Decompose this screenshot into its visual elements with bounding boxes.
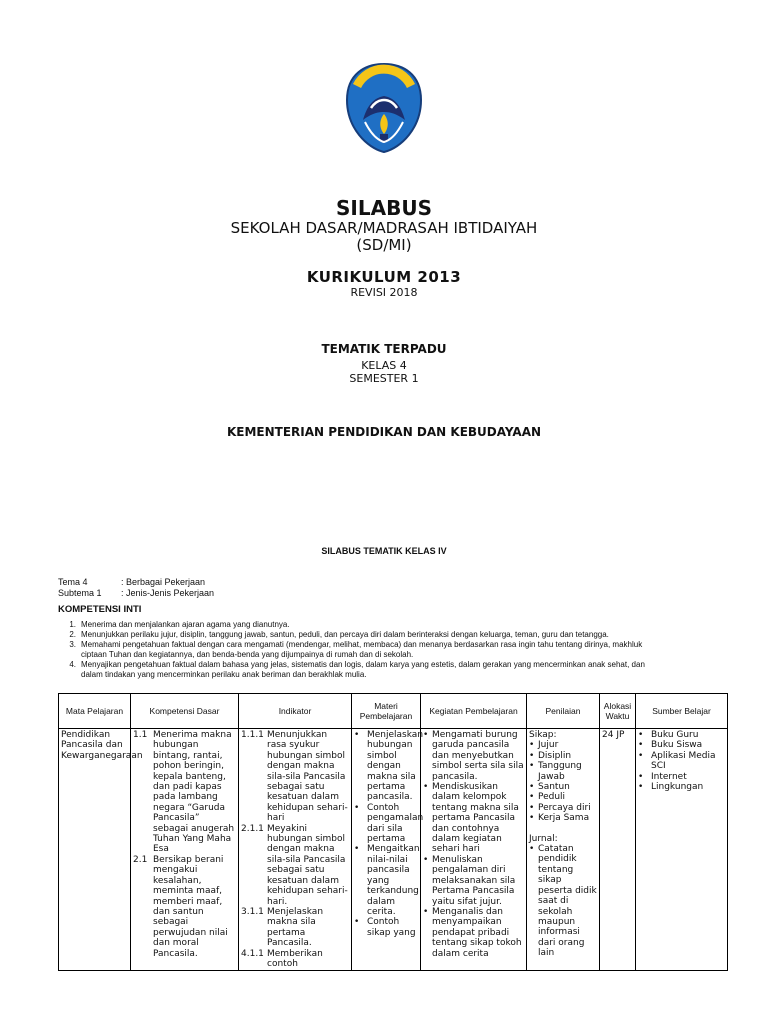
table-header-row [59, 694, 728, 729]
sikap-text: Peduli [538, 792, 566, 803]
kd-item [133, 730, 236, 855]
bullet-icon: • [638, 750, 644, 761]
bullet-icon: • [638, 730, 644, 740]
tema-label: Tema 4 [58, 577, 88, 587]
school-level-line2: (SD/MI) [356, 236, 412, 254]
list-item [638, 772, 725, 782]
bullet-icon: • [423, 906, 429, 917]
list-item [638, 730, 725, 740]
header-kd: Kompetensi Dasar [131, 694, 239, 729]
sikap-text: Kerja Sama [538, 813, 590, 824]
bullet-icon: • [529, 750, 535, 761]
bullet-icon: • [354, 802, 360, 813]
bullet-icon: • [354, 730, 360, 740]
bullet-icon: • [529, 802, 535, 813]
bullet-icon: • [354, 844, 360, 855]
indikator-number: 2.1.1 [241, 823, 264, 834]
list-item [354, 730, 424, 803]
cell-alokasi: 24 JP [600, 729, 636, 971]
bullet-icon: • [423, 782, 429, 793]
bullet-icon: • [638, 771, 644, 782]
bullet-icon: • [423, 854, 429, 865]
cell-mapel: Pendidikan Pancasila dan Kewarganegaraan [59, 729, 131, 971]
list-item [354, 802, 424, 845]
materi-text: Menjelaskan hubungan simbol dengan makna sila pertama pancasila. [367, 730, 424, 803]
item-text-cont: ciptaan Tuhan dan kegiatannya, dan benda-benda yang dijumpainya di rumah dan di sekolah. [81, 650, 414, 659]
sumber-list [638, 730, 725, 792]
list-item [58, 660, 738, 680]
list-item [423, 855, 524, 907]
list-item [529, 782, 597, 792]
sikap-text: Jujur [538, 740, 559, 751]
theme-heading: TEMATIK TERPADU [321, 342, 447, 356]
item-number: 1. [69, 620, 76, 629]
header-indikator: Indikator [239, 694, 352, 729]
kegiatan-text: Menuliskan pengalaman diri melaksanakan sila Pertama Pancasila yaitu sifat jujur. [432, 854, 516, 907]
cell-kegiatan [421, 729, 527, 971]
kegiatan-text: Menganalis dan menyampaikan pendapat pribadi tentang sikap tokoh dalam cerita [432, 906, 522, 959]
kd-number: 1.1 [133, 730, 148, 740]
cover-title: SILABUS [336, 196, 432, 220]
kegiatan-list [423, 730, 524, 959]
theme-meta [58, 577, 214, 599]
semester-label: SEMESTER 1 [349, 372, 419, 385]
item-text: Menunjukkan perilaku jujur, disiplin, tanggung jawab, santun, peduli, dan percaya diri dalam berinteraksi dengan keluarga, teman, guru dan tetangga. [81, 630, 609, 639]
list-item [58, 630, 738, 640]
indikator-item [241, 730, 349, 824]
syllabus-table [58, 693, 728, 971]
kegiatan-text: Mengamati burung garuda pancasila dan menyebutkan simbol serta sila sila pancasila. [432, 730, 524, 782]
list-item [529, 761, 597, 782]
item-number: 2. [69, 630, 76, 639]
header-penilaian: Penilaian [527, 694, 600, 729]
cell-sumber [636, 729, 728, 971]
tut-wuri-handayani-logo [343, 62, 425, 154]
jurnal-list [529, 844, 597, 958]
list-item [529, 740, 597, 750]
curriculum: KURIKULUM 2013 [306, 268, 462, 286]
list-item [58, 640, 738, 660]
sumber-text: Buku Siswa [651, 740, 703, 751]
header-sumber: Sumber Belajar [636, 694, 728, 729]
sikap-text: Santun [538, 782, 570, 793]
indikator-item [241, 907, 349, 949]
item-number: 4. [69, 660, 76, 669]
cell-indikator [239, 729, 352, 971]
list-item [423, 907, 524, 959]
materi-text: Mengaitkan nilai-nilai pancasila yang terkandung dalam cerita. [367, 844, 420, 917]
bullet-icon: • [638, 740, 644, 751]
class-semester [0, 359, 768, 385]
indikator-text: Menjelaskan makna sila pertama Pancasila. [267, 906, 324, 949]
list-item [529, 792, 597, 802]
list-item [58, 620, 738, 630]
kd-text: Bersikap berani mengakui kesalahan, meminta maaf, memberi maaf, dan santun sebagai perwujudan nilai dan moral Pancasila. [153, 854, 228, 959]
cell-materi [352, 729, 424, 971]
sikap-list [529, 740, 597, 823]
sikap-text: Disiplin [538, 750, 572, 761]
revision: REVISI 2018 [350, 286, 418, 299]
indikator-text: Memberikan contoh [267, 948, 323, 969]
kompetensi-inti-title: KOMPETENSI INTI [58, 604, 142, 615]
list-item [638, 740, 725, 750]
list-item [423, 730, 524, 782]
sumber-text: Aplikasi Media SCI [651, 750, 716, 772]
jurnal-text: Catatan pendidik tentang sikap peserta didik saat di sekolah maupun informasi dari orang lain [538, 844, 597, 959]
indikator-number: 4.1.1 [241, 948, 264, 959]
sumber-text: Lingkungan [651, 782, 704, 793]
bullet-icon: • [529, 782, 535, 793]
indikator-text: Meyakini hubungan simbol dengan makna sila-sila Pancasila sebagai satu kesatuan dalam kehidupan sehari-hari. [267, 823, 348, 907]
materi-list [354, 730, 424, 938]
materi-text: Contoh pengamalan dari sila pertama [367, 802, 424, 845]
indikator-item [241, 949, 349, 970]
header-alokasi: Alokasi Waktu [600, 694, 636, 729]
item-text: Menerima dan menjalankan ajaran agama yang dianutnya. [81, 620, 290, 629]
subtema-value: : Jenis-Jenis Pekerjaan [121, 588, 215, 598]
syllabus-title: SILABUS TEMATIK KELAS IV [321, 546, 447, 556]
indikator-text: Menunjukkan rasa syukur hubungan simbol dengan makna sila-sila Pancasila sebagai satu kesatuan dalam kehidupan sehari-hari [267, 730, 348, 824]
materi-text: Contoh sikap yang [367, 917, 416, 938]
jurnal-label: Jurnal: [529, 833, 558, 844]
list-item [638, 782, 725, 792]
bullet-icon: • [638, 782, 644, 793]
sikap-text: Percaya diri [538, 802, 591, 813]
list-item [638, 751, 725, 772]
table-row [59, 729, 728, 971]
cell-kd [131, 729, 239, 971]
sumber-text: Internet [651, 771, 687, 782]
sumber-text: Buku Guru [651, 730, 699, 740]
kd-item [133, 855, 236, 959]
list-item [354, 917, 418, 938]
bullet-icon: • [529, 740, 535, 751]
bullet-icon: • [529, 792, 535, 803]
school-level [0, 220, 768, 254]
list-item [354, 844, 418, 917]
header-mapel: Mata Pelajaran [59, 694, 131, 729]
item-text: Memahami pengetahuan faktual dengan cara mengamati (mendengar, melihat, membaca) dan menanya berdasarkan rasa ingin tahu tentang dirinya, makhluk [81, 640, 643, 649]
subtema-row [58, 588, 214, 599]
class-label: KELAS 4 [361, 359, 407, 372]
item-text-cont: dalam tindakan yang mencerminkan perilaku anak beriman dan berakhlak mulia. [81, 670, 367, 679]
indikator-number: 1.1.1 [241, 730, 264, 740]
list-item [529, 844, 597, 958]
subtema-label: Subtema 1 [58, 588, 102, 598]
sikap-label: Sikap: [529, 730, 557, 740]
bullet-icon: • [529, 844, 535, 855]
school-level-line1: SEKOLAH DASAR/MADRASAH IBTIDAIYAH [230, 219, 538, 237]
ministry: KEMENTERIAN PENDIDIKAN DAN KEBUDAYAAN [226, 425, 542, 439]
list-item [423, 782, 524, 855]
indikator-number: 3.1.1 [241, 906, 264, 917]
kd-number: 2.1 [133, 854, 148, 865]
header-materi: Materi Pembelajaran [352, 694, 421, 729]
cell-penilaian [527, 729, 600, 971]
bullet-icon: • [529, 761, 535, 772]
list-item [529, 813, 597, 823]
header-kegiatan: Kegiatan Pembelajaran [421, 694, 527, 729]
list-item [529, 751, 597, 761]
bullet-icon: • [423, 730, 429, 740]
item-text: Menyajikan pengetahuan faktual dalam bahasa yang jelas, sistematis dan logis, dalam karya yang estetis, dalam gerakan yang mencerminkan anak sehat, dan [81, 660, 645, 669]
tema-row [58, 577, 214, 588]
item-number: 3. [69, 640, 76, 649]
bullet-icon: • [529, 813, 535, 824]
bullet-icon: • [354, 917, 360, 928]
tema-value: : Berbagai Pekerjaan [121, 577, 206, 587]
kegiatan-text: Mendiskusikan dalam kelompok tentang makna sila pertama Pancasila dan contohnya dalam kegiatan sehari hari [432, 782, 519, 855]
kd-text: Menerima makna hubungan bintang, rantai, pohon beringin, kepala banteng, dan padi kapas pada lambang negara “Garuda Pancasila” sebagai anugerah Tuhan Yang Maha Esa [153, 730, 235, 855]
kompetensi-inti-list [58, 620, 738, 680]
list-item [529, 803, 597, 813]
indikator-item [241, 824, 349, 907]
sikap-text: Tanggung Jawab [538, 761, 582, 782]
